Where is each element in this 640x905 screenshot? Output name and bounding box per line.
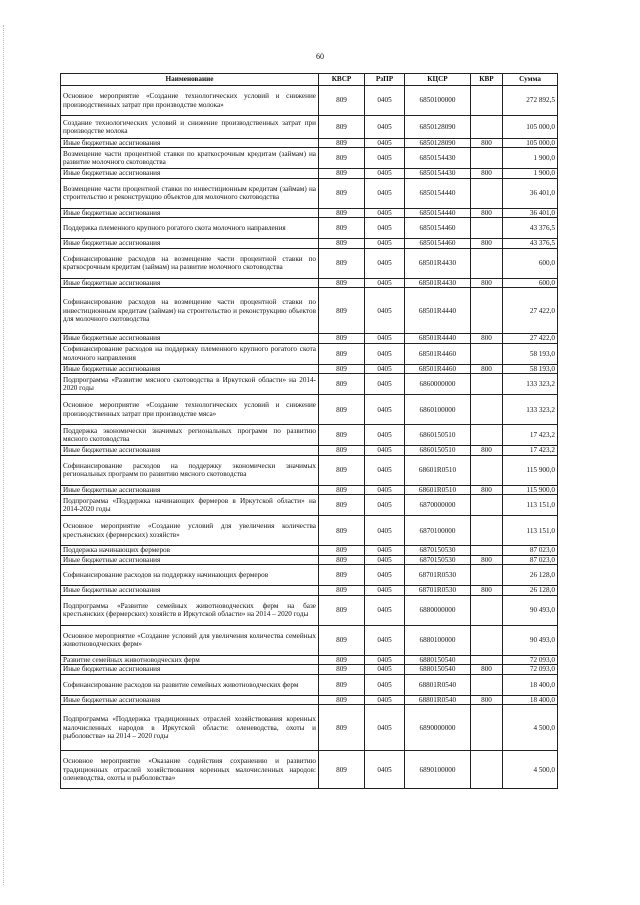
cell-name: Иные бюджетные ассигнования [61, 485, 319, 494]
cell-kcsr: 6870100000 [405, 516, 471, 546]
cell-kcsr: 68501R4440 [405, 334, 471, 343]
cell-name: Создание технологических условий и снижение производственных затрат при производстве молока [61, 116, 319, 139]
cell-sum: 90 493,0 [503, 625, 558, 655]
table-row [61, 364, 558, 373]
cell-rzpr: 0405 [365, 665, 405, 674]
cell-kcsr: 6850154430 [405, 148, 471, 169]
header-kvsr: КВСР [319, 74, 365, 86]
cell-kvr: 800 [471, 334, 503, 343]
cell-sum: 115 900,0 [503, 485, 558, 494]
cell-kvsr: 809 [319, 455, 365, 485]
cell-sum: 4 500,0 [503, 705, 558, 751]
cell-name: Основное мероприятие «Оказание содействия сохранению и развитию традиционных отраслей хозяйствования коренных малочисленных народов: оленеводства, охоты и рыболовства» [61, 751, 319, 789]
cell-sum: 1 900,0 [503, 169, 558, 178]
table-row [61, 674, 558, 695]
cell-name: Поддержка племенного крупного рогатого скота молочного направления [61, 218, 319, 239]
cell-sum: 133 323,2 [503, 374, 558, 395]
cell-rzpr: 0405 [365, 751, 405, 789]
table-row [61, 278, 558, 287]
cell-kvsr: 809 [319, 169, 365, 178]
cell-sum: 600,0 [503, 248, 558, 278]
scan-edge-marks [3, 25, 6, 885]
table-row [61, 374, 558, 395]
cell-rzpr: 0405 [365, 565, 405, 586]
cell-kcsr: 6850128090 [405, 116, 471, 139]
cell-name: Основное мероприятие «Создание условий для увеличения количества крестьянских (фермерских) хозяйств» [61, 516, 319, 546]
cell-rzpr: 0405 [365, 148, 405, 169]
cell-sum: 87 023,0 [503, 555, 558, 564]
cell-sum: 72 093,0 [503, 655, 558, 664]
table-row [61, 239, 558, 248]
cell-kvr [471, 178, 503, 208]
table-row [61, 169, 558, 178]
cell-kcsr: 6880000000 [405, 595, 471, 625]
cell-kvr [471, 455, 503, 485]
cell-rzpr: 0405 [365, 208, 405, 217]
cell-name: Иные бюджетные ассигнования [61, 239, 319, 248]
cell-name: Софинансирование расходов на поддержку племенного крупного рогатого скота молочного направления [61, 343, 319, 364]
cell-kvsr: 809 [319, 546, 365, 555]
cell-name: Основное мероприятие «Создание технологических условий и снижение производственных затрат при производстве мяса» [61, 395, 319, 425]
cell-name: Иные бюджетные ассигнования [61, 555, 319, 564]
cell-sum: 27 422,0 [503, 334, 558, 343]
cell-name: Подпрограмма «Развитие мясного скотоводства в Иркутской области» на 2014-2020 годы [61, 374, 319, 395]
cell-kvr: 800 [471, 665, 503, 674]
table-row [61, 695, 558, 704]
cell-name: Возмещение части процентной ставки по инвестиционным кредитам (займам) на строительство и реконструкцию объектов для молочного скотоводства [61, 178, 319, 208]
table-row [61, 178, 558, 208]
cell-rzpr: 0405 [365, 446, 405, 455]
cell-kvsr: 809 [319, 364, 365, 373]
cell-kvr [471, 595, 503, 625]
cell-sum: 17 423,2 [503, 425, 558, 446]
cell-rzpr: 0405 [365, 169, 405, 178]
cell-name: Софинансирование расходов на развитие семейных животноводческих ферм [61, 674, 319, 695]
table-row [61, 516, 558, 546]
cell-name: Иные бюджетные ассигнования [61, 334, 319, 343]
cell-kcsr: 6870150530 [405, 555, 471, 564]
cell-name: Подпрограмма «Поддержка начинающих фермеров в Иркутской области» на 2014-2020 годы [61, 495, 319, 516]
cell-sum: 4 500,0 [503, 751, 558, 789]
cell-kvsr: 809 [319, 208, 365, 217]
cell-kvr: 800 [471, 586, 503, 595]
cell-kvsr: 809 [319, 565, 365, 586]
cell-kvr [471, 218, 503, 239]
table-row [61, 425, 558, 446]
table-row [61, 139, 558, 148]
cell-sum: 58 193,0 [503, 343, 558, 364]
table-row [61, 395, 558, 425]
cell-kvr [471, 343, 503, 364]
cell-kcsr: 6850154430 [405, 169, 471, 178]
cell-sum: 26 128,0 [503, 565, 558, 586]
cell-kvr [471, 516, 503, 546]
cell-kcsr: 68501R4440 [405, 288, 471, 334]
cell-kcsr: 6880150540 [405, 655, 471, 664]
cell-kvsr: 809 [319, 446, 365, 455]
table-body [61, 86, 558, 789]
cell-kvr: 800 [471, 364, 503, 373]
cell-kcsr: 6850154460 [405, 218, 471, 239]
cell-name: Иные бюджетные ассигнования [61, 695, 319, 704]
cell-rzpr: 0405 [365, 86, 405, 116]
cell-rzpr: 0405 [365, 625, 405, 655]
cell-kcsr: 68701R0530 [405, 586, 471, 595]
cell-kvr [471, 705, 503, 751]
cell-rzpr: 0405 [365, 139, 405, 148]
cell-kvr [471, 395, 503, 425]
cell-sum: 36 401,0 [503, 178, 558, 208]
cell-name: Иные бюджетные ассигнования [61, 278, 319, 287]
cell-kvr [471, 248, 503, 278]
cell-sum: 43 376,5 [503, 218, 558, 239]
cell-name: Основное мероприятие «Создание условий для увеличения количества семейных животноводческих ферм» [61, 625, 319, 655]
cell-kcsr: 6890000000 [405, 705, 471, 751]
cell-kvsr: 809 [319, 751, 365, 789]
cell-rzpr: 0405 [365, 455, 405, 485]
cell-rzpr: 0405 [365, 218, 405, 239]
cell-sum: 26 128,0 [503, 586, 558, 595]
cell-kcsr: 68501R4430 [405, 278, 471, 287]
cell-rzpr: 0405 [365, 485, 405, 494]
table-row [61, 248, 558, 278]
cell-kvsr: 809 [319, 288, 365, 334]
cell-kcsr: 6850128090 [405, 139, 471, 148]
cell-sum: 27 422,0 [503, 288, 558, 334]
header-kvr: КВР [471, 74, 503, 86]
cell-kvr [471, 625, 503, 655]
cell-kcsr: 6860150510 [405, 446, 471, 455]
table-row [61, 343, 558, 364]
table-row [61, 751, 558, 789]
table-row [61, 655, 558, 664]
cell-sum: 90 493,0 [503, 595, 558, 625]
cell-kcsr: 6880100000 [405, 625, 471, 655]
cell-kvr: 800 [471, 278, 503, 287]
cell-kvr [471, 565, 503, 586]
table-row [61, 546, 558, 555]
cell-name: Иные бюджетные ассигнования [61, 665, 319, 674]
table-row [61, 334, 558, 343]
table-row [61, 625, 558, 655]
cell-name: Софинансирование расходов на возмещение части процентной ставки по краткосрочным кредитам (займам) на развитие молочного скотоводства [61, 248, 319, 278]
table-row [61, 116, 558, 139]
cell-kvr: 800 [471, 555, 503, 564]
cell-kvr: 800 [471, 485, 503, 494]
cell-kvr: 800 [471, 239, 503, 248]
cell-kvr [471, 425, 503, 446]
cell-kvsr: 809 [319, 148, 365, 169]
cell-rzpr: 0405 [365, 178, 405, 208]
cell-name: Возмещение части процентной ставки по краткосрочным кредитам (займам) на развитие молочного скотоводства [61, 148, 319, 169]
cell-name: Иные бюджетные ассигнования [61, 446, 319, 455]
cell-kcsr: 6850154440 [405, 178, 471, 208]
cell-name: Основное мероприятие «Создание технологических условий и снижение производственных затрат при производстве молока» [61, 86, 319, 116]
cell-rzpr: 0405 [365, 695, 405, 704]
cell-kvsr: 809 [319, 343, 365, 364]
table-row [61, 586, 558, 595]
table-row [61, 705, 558, 751]
cell-kcsr: 68501R4430 [405, 248, 471, 278]
cell-sum: 272 892,5 [503, 86, 558, 116]
cell-kvsr: 809 [319, 374, 365, 395]
cell-name: Софинансирование расходов на возмещение части процентной ставки по инвестиционным кредитам (займам) на строительство и реконструкцию объектов для молочного скотоводства [61, 288, 319, 334]
cell-sum: 17 423,2 [503, 446, 558, 455]
cell-kvr [471, 288, 503, 334]
table-row [61, 595, 558, 625]
cell-sum: 1 900,0 [503, 148, 558, 169]
cell-kvsr: 809 [319, 395, 365, 425]
table-row [61, 208, 558, 217]
cell-kvsr: 809 [319, 555, 365, 564]
cell-rzpr: 0405 [365, 516, 405, 546]
cell-rzpr: 0405 [365, 495, 405, 516]
cell-sum: 43 376,5 [503, 239, 558, 248]
table-header-row [61, 74, 558, 86]
cell-rzpr: 0405 [365, 248, 405, 278]
cell-kvsr: 809 [319, 116, 365, 139]
table-row [61, 455, 558, 485]
cell-name: Подпрограмма «Развитие семейных животноводческих ферм на базе крестьянских (фермерских) хозяйств в Иркутской области» на 2014 – 2020 годы [61, 595, 319, 625]
cell-kcsr: 68801R0540 [405, 674, 471, 695]
cell-kvsr: 809 [319, 334, 365, 343]
cell-sum: 58 193,0 [503, 364, 558, 373]
cell-name: Развитие семейных животноводческих ферм [61, 655, 319, 664]
cell-name: Поддержка экономически значимых региональных программ по развитию мясного скотоводства [61, 425, 319, 446]
cell-kvsr: 809 [319, 239, 365, 248]
cell-rzpr: 0405 [365, 705, 405, 751]
cell-kcsr: 6860100000 [405, 395, 471, 425]
cell-kcsr: 68601R0510 [405, 455, 471, 485]
cell-rzpr: 0405 [365, 546, 405, 555]
cell-rzpr: 0405 [365, 364, 405, 373]
table-row [61, 555, 558, 564]
cell-rzpr: 0405 [365, 655, 405, 664]
cell-kvsr: 809 [319, 586, 365, 595]
header-rzpr: РзПР [365, 74, 405, 86]
cell-kcsr: 6880150540 [405, 665, 471, 674]
cell-kcsr: 6850154460 [405, 239, 471, 248]
cell-kvsr: 809 [319, 485, 365, 494]
cell-name: Поддержка начинающих фермеров [61, 546, 319, 555]
cell-kvsr: 809 [319, 425, 365, 446]
cell-sum: 133 323,2 [503, 395, 558, 425]
cell-sum: 113 151,0 [503, 495, 558, 516]
cell-rzpr: 0405 [365, 288, 405, 334]
cell-kcsr: 68701R0530 [405, 565, 471, 586]
cell-kcsr: 68601R0510 [405, 485, 471, 494]
cell-kvr [471, 148, 503, 169]
cell-name: Подпрограмма «Поддержка традиционных отраслей хозяйствования коренных малочисленных народов в Иркутской области: оленеводства, охоты и рыболовства» на 2014 – 2020 годы [61, 705, 319, 751]
cell-kvr [471, 495, 503, 516]
cell-kvsr: 809 [319, 516, 365, 546]
cell-kcsr: 6860150510 [405, 425, 471, 446]
cell-kvsr: 809 [319, 278, 365, 287]
table-row [61, 288, 558, 334]
cell-kvsr: 809 [319, 674, 365, 695]
cell-kvsr: 809 [319, 705, 365, 751]
cell-name: Софинансирование расходов на поддержку начинающих фермеров [61, 565, 319, 586]
page-number: 60 [316, 52, 324, 61]
cell-kvr [471, 655, 503, 664]
cell-kvr: 800 [471, 139, 503, 148]
table-row [61, 485, 558, 494]
cell-sum: 72 093,0 [503, 665, 558, 674]
cell-kvsr: 809 [319, 625, 365, 655]
cell-rzpr: 0405 [365, 595, 405, 625]
cell-sum: 87 023,0 [503, 546, 558, 555]
cell-name: Иные бюджетные ассигнования [61, 586, 319, 595]
cell-name: Иные бюджетные ассигнования [61, 139, 319, 148]
cell-sum: 115 900,0 [503, 455, 558, 485]
cell-sum: 18 400,0 [503, 695, 558, 704]
cell-name: Иные бюджетные ассигнования [61, 169, 319, 178]
cell-kvsr: 809 [319, 218, 365, 239]
cell-sum: 600,0 [503, 278, 558, 287]
cell-sum: 36 401,0 [503, 208, 558, 217]
cell-sum: 105 000,0 [503, 139, 558, 148]
table-row [61, 565, 558, 586]
cell-rzpr: 0405 [365, 239, 405, 248]
header-name: Наименование [61, 74, 319, 86]
header-kcsr: КЦСР [405, 74, 471, 86]
cell-rzpr: 0405 [365, 374, 405, 395]
cell-kvsr: 809 [319, 178, 365, 208]
cell-kcsr: 6860000000 [405, 374, 471, 395]
cell-kvsr: 809 [319, 495, 365, 516]
cell-kvsr: 809 [319, 695, 365, 704]
table-row [61, 148, 558, 169]
cell-kcsr: 6870000000 [405, 495, 471, 516]
table-row [61, 86, 558, 116]
cell-kcsr: 68501R4460 [405, 343, 471, 364]
cell-name: Иные бюджетные ассигнования [61, 208, 319, 217]
cell-kvr [471, 674, 503, 695]
cell-rzpr: 0405 [365, 674, 405, 695]
cell-rzpr: 0405 [365, 343, 405, 364]
cell-rzpr: 0405 [365, 395, 405, 425]
cell-rzpr: 0405 [365, 555, 405, 564]
cell-kvsr: 809 [319, 665, 365, 674]
budget-table [60, 73, 558, 789]
cell-kvr [471, 374, 503, 395]
cell-kcsr: 6870150530 [405, 546, 471, 555]
cell-kvr: 800 [471, 695, 503, 704]
cell-kvsr: 809 [319, 248, 365, 278]
table-row [61, 665, 558, 674]
cell-rzpr: 0405 [365, 278, 405, 287]
cell-kvr [471, 116, 503, 139]
table-row [61, 218, 558, 239]
cell-rzpr: 0405 [365, 425, 405, 446]
table-row [61, 495, 558, 516]
cell-name: Иные бюджетные ассигнования [61, 364, 319, 373]
cell-sum: 18 400,0 [503, 674, 558, 695]
cell-kvr [471, 751, 503, 789]
cell-kvr: 800 [471, 208, 503, 217]
cell-rzpr: 0405 [365, 334, 405, 343]
cell-kcsr: 6890100000 [405, 751, 471, 789]
cell-name: Софинансирование расходов на поддержку экономически значимых региональных программ по развитию мясного скотоводства [61, 455, 319, 485]
cell-kvsr: 809 [319, 139, 365, 148]
header-sum: Сумма [503, 74, 558, 86]
cell-kvr [471, 86, 503, 116]
cell-kvr: 800 [471, 446, 503, 455]
cell-rzpr: 0405 [365, 586, 405, 595]
table-row [61, 446, 558, 455]
cell-rzpr: 0405 [365, 116, 405, 139]
cell-sum: 105 000,0 [503, 116, 558, 139]
cell-kcsr: 68501R4460 [405, 364, 471, 373]
cell-kcsr: 6850154440 [405, 208, 471, 217]
cell-kvr [471, 546, 503, 555]
cell-kvr: 800 [471, 169, 503, 178]
cell-sum: 113 151,0 [503, 516, 558, 546]
cell-kvsr: 809 [319, 655, 365, 664]
cell-kcsr: 6850100000 [405, 86, 471, 116]
cell-kcsr: 68801R0540 [405, 695, 471, 704]
cell-kvsr: 809 [319, 86, 365, 116]
cell-kvsr: 809 [319, 595, 365, 625]
